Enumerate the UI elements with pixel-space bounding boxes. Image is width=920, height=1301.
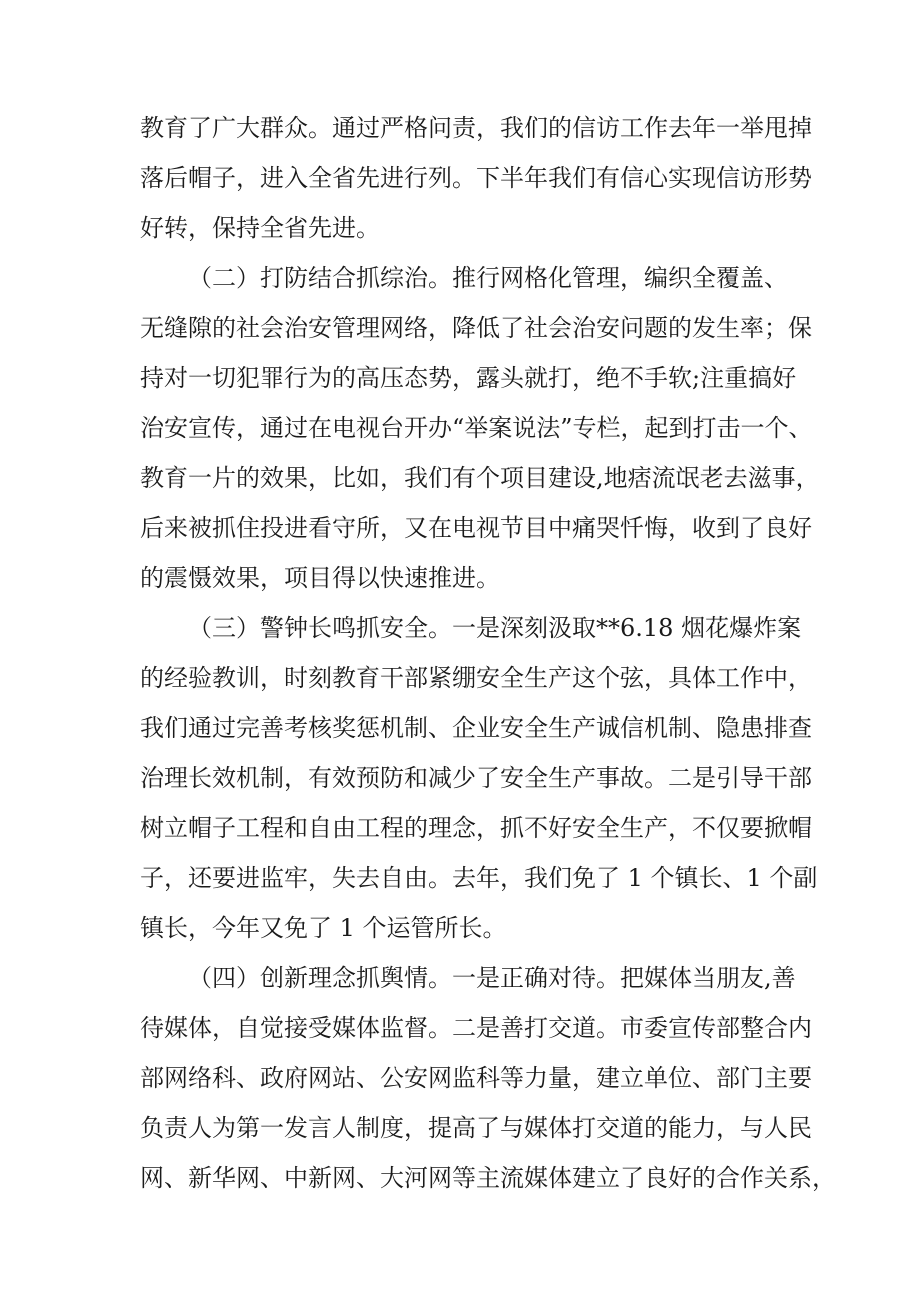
text-line: 镇长，今年又免了 1 个运管所长。 bbox=[140, 914, 507, 942]
text-line: 治理长效机制，有效预防和减少了安全生产事故。二是引导干部 bbox=[140, 764, 812, 792]
section-heading-line: （四）创新理念抓舆情。一是正确对待。把媒体当朋友,善 bbox=[188, 964, 796, 992]
text-line: 子，还要进监牢，失去自由。去年，我们免了 1 个镇长、1 个副 bbox=[140, 864, 818, 892]
text-line: 网、新华网、中新网、大河网等主流媒体建立了良好的合作关系， bbox=[140, 1164, 836, 1192]
section-heading-line: （二）打防结合抓综治。推行网格化管理，编织全覆盖、 bbox=[188, 264, 788, 292]
text-line: 治安宣传，通过在电视台开办“举案说法”专栏，起到打击一个、 bbox=[140, 414, 813, 442]
text-line: 我们通过完善考核奖惩机制、企业安全生产诚信机制、隐患排查 bbox=[140, 714, 812, 742]
text-line: 树立帽子工程和自由工程的理念，抓不好安全生产，不仅要掀帽 bbox=[140, 814, 812, 842]
text-line: 待媒体，自觉接受媒体监督。二是善打交道。市委宣传部整合内 bbox=[140, 1014, 812, 1042]
text-line: 无缝隙的社会治安管理网络，降低了社会治安问题的发生率；保 bbox=[140, 314, 812, 342]
text-line: 后来被抓住投进看守所，又在电视节目中痛哭忏悔，收到了良好 bbox=[140, 514, 812, 542]
text-line: 的震慑效果，项目得以快速推进。 bbox=[140, 564, 500, 592]
text-line: 的经验教训，时刻教育干部紧绷安全生产这个弦，具体工作中， bbox=[140, 664, 812, 692]
text-line: 部网络科、政府网站、公安网监科等力量，建立单位、部门主要 bbox=[140, 1064, 812, 1092]
text-line: 落后帽子，进入全省先进行列。下半年我们有信心实现信访形势 bbox=[140, 164, 812, 192]
text-line: 负责人为第一发言人制度，提高了与媒体打交道的能力，与人民 bbox=[140, 1114, 812, 1142]
text-line: 教育一片的效果，比如，我们有个项目建设,地痞流氓老去滋事， bbox=[140, 464, 820, 492]
section-heading-line: （三）警钟长鸣抓安全。一是深刻汲取**6.18 烟花爆炸案 bbox=[188, 614, 802, 642]
text-line: 持对一切犯罪行为的高压态势，露头就打，绝不手软;注重搞好 bbox=[140, 364, 797, 392]
text-line: 好转，保持全省先进。 bbox=[140, 214, 380, 242]
text-line: 教育了广大群众。通过严格问责，我们的信访工作去年一举甩掉 bbox=[140, 114, 812, 142]
